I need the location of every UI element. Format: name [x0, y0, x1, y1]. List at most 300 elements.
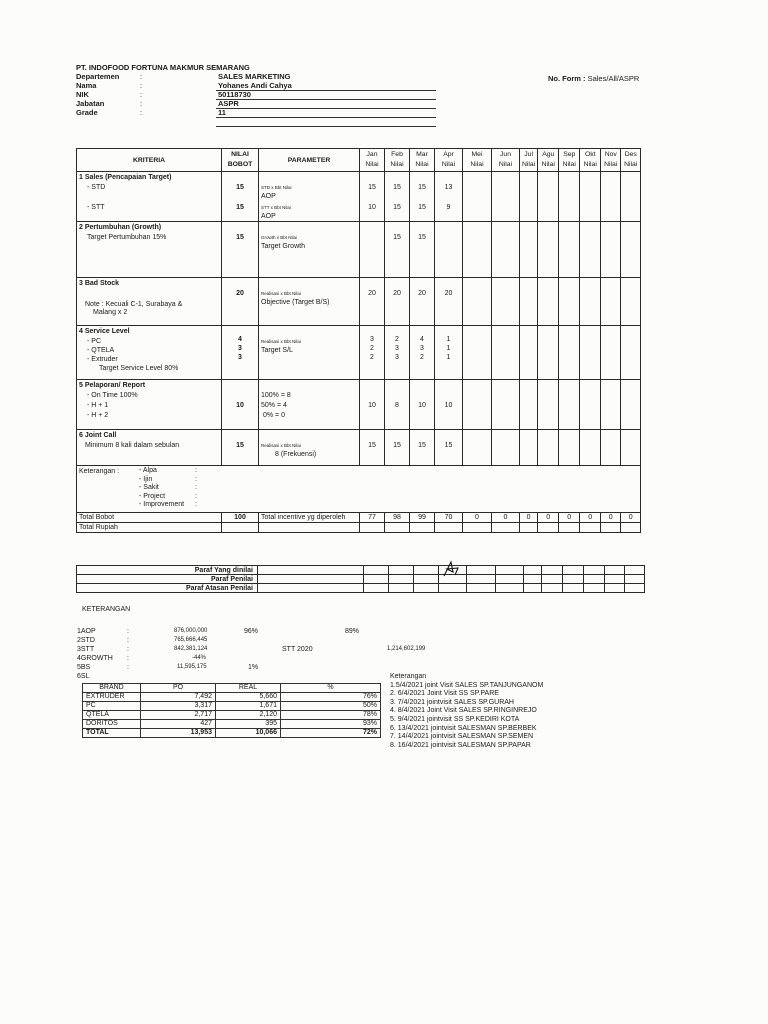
- empty-cell: [580, 380, 601, 430]
- total-score: 98: [385, 513, 410, 523]
- signature-label: Paraf Yang dinilai: [77, 566, 258, 575]
- weight-cell: [222, 430, 259, 466]
- brand-row: [83, 693, 381, 702]
- brand-real: 10,066: [216, 729, 281, 738]
- table-row-service-level: [77, 326, 641, 380]
- empty-cell: [463, 380, 492, 430]
- field-grade: [76, 108, 476, 117]
- total-score: 77: [360, 513, 385, 523]
- summary-value: 842,381,124: [174, 646, 208, 652]
- colon: :: [195, 475, 197, 483]
- table-row-report: [77, 380, 641, 430]
- month-sub: Nilai: [562, 161, 576, 168]
- empty-cell: [621, 430, 641, 466]
- table-row-growth: [77, 222, 641, 278]
- keterangan-label: Keterangan :: [79, 468, 120, 475]
- criteria-item: - STD: [87, 184, 106, 191]
- field-label: Departemen: [76, 72, 120, 81]
- weight-cell: [222, 380, 259, 430]
- empty-cell: [492, 380, 520, 430]
- signature-box: [542, 584, 563, 593]
- signature-label: Paraf Penilai: [77, 575, 258, 584]
- table-row-sales: [77, 172, 641, 222]
- note-item: 4. 8/4/2021 Joint Visit SALES SP.RINGINREJO: [390, 707, 537, 715]
- weight-value: 15: [236, 442, 244, 449]
- score-cell: [385, 222, 410, 278]
- visit-notes: [390, 673, 543, 750]
- weight-cell: [222, 278, 259, 326]
- brand-real: 1,671: [216, 702, 281, 711]
- signature-box: [584, 575, 605, 584]
- score-cell: [360, 380, 385, 430]
- score: 3: [420, 345, 424, 352]
- month-sub: Nilai: [498, 161, 513, 168]
- signature-box: [258, 566, 364, 575]
- parameter-cell: [259, 430, 360, 466]
- empty-cell: [463, 172, 492, 222]
- colon: :: [195, 484, 197, 491]
- month-name: Apr: [443, 151, 454, 158]
- empty-cell: [538, 430, 559, 466]
- brand-header: %: [281, 684, 381, 693]
- brand-name: QTELA: [83, 711, 141, 720]
- summary-pct: 89%: [345, 628, 360, 635]
- empty-cell: [580, 222, 601, 278]
- score: 10: [368, 204, 376, 211]
- month-sub: Nilai: [441, 161, 456, 168]
- empty-cell: [520, 172, 538, 222]
- signature-box: [625, 584, 645, 593]
- score: 15: [418, 204, 426, 211]
- score: 2: [370, 354, 374, 361]
- parameter-cell: [259, 172, 360, 222]
- signature-scribble-icon: [441, 560, 463, 580]
- header-month: [621, 149, 641, 172]
- signature-box: [542, 566, 563, 575]
- weight-value: 15: [236, 234, 244, 241]
- field-label: Grade: [76, 108, 98, 117]
- note-item: 6. 13/4/2021 jointvisit SALESMAN SP.BERBEK: [390, 724, 537, 732]
- empty-cell: [463, 430, 492, 466]
- empty-cell: [492, 222, 520, 278]
- total-score: 0: [559, 513, 580, 523]
- criteria-title: 3 Bad Stock: [79, 280, 120, 287]
- month-sub: Nilai: [470, 161, 484, 168]
- colon: :: [195, 501, 197, 508]
- month-sub: Nilai: [415, 161, 429, 168]
- signature-box: [625, 566, 645, 575]
- keterangan-text: - Improvement: [139, 501, 185, 508]
- score: 15: [393, 442, 401, 449]
- score: 20: [444, 290, 453, 297]
- underline: [216, 126, 436, 127]
- keterangan-colons: [195, 467, 197, 510]
- empty-cell: [559, 278, 580, 326]
- empty-cell: [559, 222, 580, 278]
- underline: [216, 117, 436, 118]
- signature-box: [625, 575, 645, 584]
- criteria-item: Minimum 8 kali dalam sebulan: [85, 442, 180, 449]
- month-name: Jan: [366, 151, 378, 158]
- note-item: 2. 6/4/2021 Joint Visit SS SP.PARE: [390, 690, 499, 698]
- note-item: 1.5/4/2021 joint Visit SALES SP.TANJUNGANOM: [390, 681, 544, 689]
- criteria-cell: [77, 326, 222, 380]
- criteria-title: 6 Joint Call: [79, 432, 117, 439]
- criteria-note: Malang x 2: [93, 309, 128, 316]
- weight-value: 10: [236, 402, 244, 409]
- empty-cell: [580, 523, 601, 533]
- empty-cell: [601, 222, 621, 278]
- colon: :: [127, 646, 129, 653]
- parameter-text: 100% = 8: [261, 392, 291, 399]
- underline: [216, 90, 436, 91]
- score: 2: [420, 354, 424, 361]
- signature-box: [605, 566, 625, 575]
- header-month: [492, 149, 520, 172]
- score: 15: [393, 184, 401, 191]
- criteria-cell: [77, 380, 222, 430]
- month-sub: Nilai: [522, 161, 536, 168]
- score-cell: [410, 380, 435, 430]
- note-item: 5. 9/4/2021 jointvisit SS SP.KEDIRI KOTA: [390, 715, 520, 723]
- empty-cell: [492, 326, 520, 380]
- score-cell: [360, 430, 385, 466]
- empty-cell: [463, 523, 492, 533]
- keterangan-list: [139, 467, 184, 510]
- empty-cell: [621, 278, 641, 326]
- criteria-title: 5 Pelaporan/ Report: [79, 382, 146, 389]
- header-month: [410, 149, 435, 172]
- parameter-formula: STD x Bbt Nilai: [261, 185, 292, 190]
- field-colon: :: [140, 72, 143, 81]
- table-row-bad-stock: [77, 278, 641, 326]
- field-value: 11: [218, 108, 226, 117]
- score: 3: [395, 345, 399, 352]
- header-month: [385, 149, 410, 172]
- signature-box: [439, 566, 467, 575]
- score: 15: [393, 204, 401, 211]
- score-cell: [435, 222, 463, 278]
- empty-cell: [621, 222, 641, 278]
- score: 20: [368, 290, 376, 297]
- empty-cell: [538, 326, 559, 380]
- empty-cell: [559, 326, 580, 380]
- total-score: 0: [463, 513, 492, 523]
- month-name: Agu: [542, 151, 555, 158]
- score: 2: [395, 336, 399, 343]
- total-score: 0: [520, 513, 538, 523]
- header-month: [520, 149, 538, 172]
- field-colon: :: [140, 81, 143, 90]
- underline: [216, 99, 436, 100]
- keterangan-item: [139, 476, 184, 485]
- brand-name: TOTAL: [83, 729, 141, 738]
- brand-pct: 50%: [281, 702, 381, 711]
- empty-cell: [492, 523, 520, 533]
- summary-label: 2STD: [77, 637, 95, 644]
- parameter-text: Objective (Target B/S): [261, 299, 330, 306]
- score-cell: [360, 222, 385, 278]
- empty-cell: [601, 523, 621, 533]
- brand-real: 395: [216, 720, 281, 729]
- brand-po: 13,953: [141, 729, 216, 738]
- keterangan-item: [139, 501, 184, 510]
- signature-box: [467, 584, 496, 593]
- criteria-cell: [77, 222, 222, 278]
- weight-value: 20: [236, 290, 244, 297]
- empty-cell: [463, 222, 492, 278]
- evaluation-table: [76, 148, 641, 533]
- field-colon: :: [140, 99, 143, 108]
- brand-po: 427: [141, 720, 216, 729]
- score: 2: [370, 345, 374, 352]
- score: 15: [444, 442, 453, 449]
- empty-cell: [601, 172, 621, 222]
- field-value: SALES MARKETING: [218, 72, 291, 81]
- score: 10: [368, 402, 376, 409]
- weight-value: 4: [238, 336, 242, 343]
- signature-box: [414, 566, 439, 575]
- month-name: Nov: [604, 151, 617, 158]
- field-nama: [76, 81, 476, 90]
- signature-box: [364, 575, 389, 584]
- score: 3: [395, 354, 399, 361]
- score-cell: [410, 326, 435, 380]
- header-nilai-bobot: [222, 149, 259, 172]
- table-row-total-bobot: [77, 513, 641, 523]
- score: 1: [446, 336, 451, 343]
- total-incentive-label: Total incentive yg diperoleh: [259, 513, 360, 523]
- empty-cell: [580, 172, 601, 222]
- score: 8: [395, 402, 399, 409]
- signature-box: [467, 575, 496, 584]
- table-row-joint-call: [77, 430, 641, 466]
- empty-cell: [520, 326, 538, 380]
- score-cell: [360, 172, 385, 222]
- signature-box: [524, 575, 542, 584]
- brand-name: PC: [83, 702, 141, 711]
- signature-box: [496, 584, 524, 593]
- header-nilai: NILAI: [231, 151, 249, 158]
- signature-box: [467, 566, 496, 575]
- colon: :: [127, 637, 129, 644]
- parameter-formula: Realisasi x Bbt Nilai: [261, 339, 301, 344]
- brand-po: 7,492: [141, 693, 216, 702]
- score: 9: [446, 204, 451, 211]
- empty-cell: [492, 172, 520, 222]
- signature-table: [76, 565, 645, 593]
- weight-value: 15: [236, 184, 244, 191]
- parameter-text: 50% = 4: [261, 402, 287, 409]
- brand-real: 2,120: [216, 711, 281, 720]
- colon: :: [195, 467, 197, 474]
- criteria-item: - PC: [87, 338, 101, 345]
- total-score: 0: [621, 513, 641, 523]
- month-sub: Nilai: [390, 161, 404, 168]
- summary-label: 3STT: [77, 646, 95, 653]
- company-name: PT. INDOFOOD FORTUNA MAKMUR SEMARANG: [76, 63, 250, 72]
- criteria-cell: [77, 430, 222, 466]
- total-score: 0: [601, 513, 621, 523]
- brand-header: PO: [141, 684, 216, 693]
- brand-header: REAL: [216, 684, 281, 693]
- signature-box: [605, 575, 625, 584]
- total-score: 70: [435, 513, 463, 523]
- summary-value: 765,666,445: [174, 637, 208, 643]
- total-bobot-label: Total Bobot: [77, 513, 222, 523]
- header-month: [580, 149, 601, 172]
- score: 1: [446, 354, 451, 361]
- parameter-cell: [259, 326, 360, 380]
- signature-box: [364, 566, 389, 575]
- signature-row: [77, 566, 645, 575]
- score: 15: [368, 442, 376, 449]
- keterangan-text: - Sakit: [139, 484, 159, 491]
- month-name: Okt: [584, 151, 596, 158]
- colon: :: [127, 655, 129, 662]
- score-cell: [410, 222, 435, 278]
- score-cell: [435, 172, 463, 222]
- parameter-cell: [259, 278, 360, 326]
- parameter-text: AOP: [261, 213, 276, 220]
- weight-value: 3: [238, 354, 242, 361]
- summary-value: 876,000,000: [174, 628, 208, 634]
- note-item: 8. 16/4/2021 jointvisit SALESMAN SP.PAPAR: [390, 741, 531, 749]
- signature-box: [563, 575, 584, 584]
- header-month: [435, 149, 463, 172]
- parameter-cell: [259, 380, 360, 430]
- empty-cell: [520, 430, 538, 466]
- score: 13: [444, 184, 453, 191]
- score-cell: [360, 278, 385, 326]
- brand-total-row: [83, 729, 381, 738]
- summary-label: 5BS: [77, 664, 91, 671]
- signature-box: [605, 584, 625, 593]
- signature-box: [496, 575, 524, 584]
- empty-cell: [559, 523, 580, 533]
- score-cell: [385, 172, 410, 222]
- score: 15: [418, 234, 426, 241]
- summary-pct: 96%: [244, 628, 259, 635]
- score-cell: [360, 326, 385, 380]
- month-sub: Nilai: [604, 161, 618, 168]
- empty-cell: [222, 523, 259, 533]
- weight-cell: [222, 172, 259, 222]
- empty-cell: [538, 380, 559, 430]
- signature-box: [258, 584, 364, 593]
- signature-box: [389, 575, 414, 584]
- table-row-total-rupiah: [77, 523, 641, 533]
- summary-label: 6SL: [77, 673, 90, 680]
- header-bobot: BOBOT: [227, 161, 253, 168]
- criteria-note: Target Service Level 80%: [99, 365, 179, 372]
- header-parameter: PARAMETER: [259, 149, 360, 172]
- field-value: Yohanes Andi Cahya: [218, 81, 292, 90]
- weight-value: 15: [236, 204, 244, 211]
- score: 20: [393, 290, 401, 297]
- field-label: Nama: [76, 81, 97, 90]
- signature-box: [524, 566, 542, 575]
- month-sub: Nilai: [541, 161, 555, 168]
- score-cell: [435, 278, 463, 326]
- empty-cell: [601, 430, 621, 466]
- field-label: Jabatan: [76, 99, 105, 108]
- empty-cell: [520, 222, 538, 278]
- colon: :: [127, 628, 129, 635]
- total-bobot-value: 100: [222, 513, 259, 523]
- summary-extra-label: STT 2020: [282, 646, 313, 653]
- note-item: 3. 7/4/2021 jointvisit SALES SP.GURAH: [390, 698, 514, 706]
- empty-cell: [580, 278, 601, 326]
- form-number-label: No. Form :: [548, 74, 586, 83]
- brand-name: DORITOS: [83, 720, 141, 729]
- empty-cell: [538, 278, 559, 326]
- signature-box: [584, 584, 605, 593]
- parameter-formula: Realisasi x Bbt Nilai: [261, 291, 301, 296]
- weight-value: 3: [238, 345, 242, 352]
- empty-cell: [520, 523, 538, 533]
- keterangan-item: [139, 467, 184, 476]
- colon: :: [127, 664, 129, 671]
- empty-cell: [435, 523, 463, 533]
- criteria-item: - H + 2: [87, 412, 109, 419]
- score-cell: [385, 380, 410, 430]
- empty-cell: [538, 222, 559, 278]
- weight-cell: [222, 326, 259, 380]
- score: 15: [393, 234, 401, 241]
- parameter-cell: [259, 222, 360, 278]
- total-score: 0: [492, 513, 520, 523]
- signature-box: [563, 584, 584, 593]
- score: 3: [370, 336, 374, 343]
- brand-pct: 93%: [281, 720, 381, 729]
- field-colon: :: [140, 90, 143, 99]
- brand-name: EXTRUDER: [83, 693, 141, 702]
- criteria-item: - On Time 100%: [87, 392, 138, 399]
- colon: :: [195, 492, 197, 500]
- field-nik: [76, 90, 476, 99]
- criteria-title: 4 Service Level: [79, 328, 130, 335]
- keterangan-cell: [77, 466, 641, 513]
- empty-cell: [580, 430, 601, 466]
- signature-box: [563, 566, 584, 575]
- score: 4: [420, 336, 424, 343]
- score-cell: [410, 430, 435, 466]
- empty-cell: [463, 326, 492, 380]
- score-cell: [435, 380, 463, 430]
- total-rupiah-label: Total Rupiah: [77, 523, 222, 533]
- criteria-cell: [77, 278, 222, 326]
- signature-box: [414, 584, 439, 593]
- month-name: Mar: [416, 151, 428, 158]
- signature-box: [414, 575, 439, 584]
- keterangan-text: - Project: [139, 492, 166, 500]
- keterangan-text: - Alpa: [139, 467, 157, 474]
- signature-box: [584, 566, 605, 575]
- header-month: [538, 149, 559, 172]
- underline: [216, 108, 436, 109]
- empty-cell: [538, 523, 559, 533]
- score: 15: [418, 184, 426, 191]
- empty-cell: [580, 326, 601, 380]
- signature-box: [389, 584, 414, 593]
- criteria-item: - H + 1: [87, 402, 109, 409]
- summary-value: 11,595,175: [177, 664, 207, 670]
- form-number: [548, 74, 639, 83]
- empty-cell: [463, 278, 492, 326]
- signature-box: [389, 566, 414, 575]
- brand-pct: 78%: [281, 711, 381, 720]
